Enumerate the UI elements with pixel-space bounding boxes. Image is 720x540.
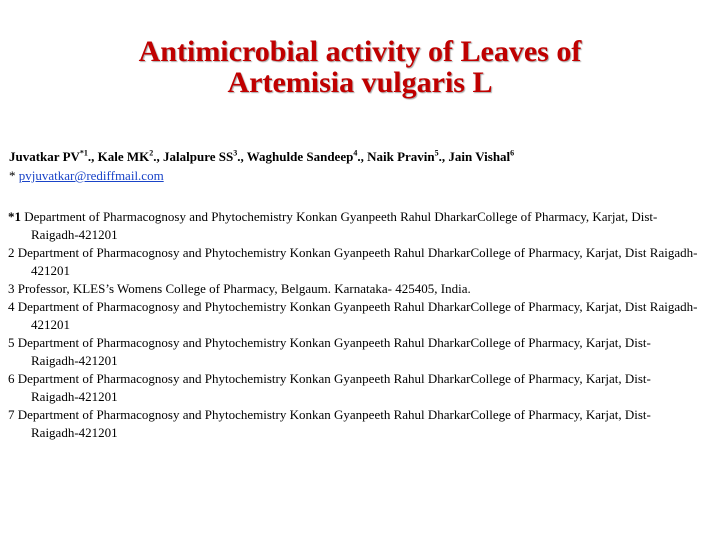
author-name: Jalalpure SS xyxy=(163,149,234,164)
affiliation-item xyxy=(8,298,698,334)
title-line-2: Artemisia vulgaris L xyxy=(227,66,493,99)
author-affiliation-mark: 6 xyxy=(510,148,515,158)
author-name: Naik Pravin xyxy=(367,149,435,164)
author-separator: ., xyxy=(153,149,164,164)
affiliation-text: Department of Pharmacognosy and Phytochemistry Konkan Gyanpeeth Rahul DharkarCollege of Pharmacy, Karjat, Dist Raigadh-421201 xyxy=(14,299,698,332)
affiliation-list xyxy=(8,208,698,442)
author-affiliation-mark: *1 xyxy=(79,148,88,158)
affiliation-item xyxy=(8,208,698,244)
corresponding-email xyxy=(9,168,164,184)
affiliation-item xyxy=(8,406,698,442)
affiliation-text: Department of Pharmacognosy and Phytochemistry Konkan Gyanpeeth Rahul DharkarCollege of Pharmacy, Karjat, Dist-Raigadh-421201 xyxy=(14,335,651,368)
author-separator: ., xyxy=(87,149,98,164)
affiliation-text: Department of Pharmacognosy and Phytochemistry Konkan Gyanpeeth Rahul DharkarCollege of Pharmacy, Karjat, Dist-Raigadh-421201 xyxy=(21,209,658,242)
author-list xyxy=(9,149,709,165)
affiliation-number: *1 xyxy=(8,209,21,224)
author-affiliation-mark: 3 xyxy=(233,148,238,158)
author-separator: ., xyxy=(237,149,247,164)
author xyxy=(448,149,514,164)
affiliation-text: Professor, KLES’s Womens College of Pharmacy, Belgaum. Karnataka- 425405, India. xyxy=(14,281,471,296)
slide-title xyxy=(0,36,720,98)
author-name: Waghulde Sandeep xyxy=(246,149,354,164)
affiliation-number: 6 xyxy=(8,371,15,386)
author-name: Jain Vishal xyxy=(448,149,511,164)
author xyxy=(98,149,163,164)
author-affiliation-mark: 2 xyxy=(149,148,154,158)
affiliation-number: 3 xyxy=(8,281,15,296)
affiliation-item xyxy=(8,280,698,298)
affiliation-number: 5 xyxy=(8,335,15,350)
affiliation-item xyxy=(8,370,698,406)
author xyxy=(163,149,247,164)
author xyxy=(247,149,367,164)
affiliation-text: Department of Pharmacognosy and Phytochemistry Konkan Gyanpeeth Rahul DharkarCollege of Pharmacy, Karjat, Dist-Raigadh-421201 xyxy=(14,407,651,440)
author-name: Juvatkar PV xyxy=(9,149,80,164)
affiliation-text: Department of Pharmacognosy and Phytochemistry Konkan Gyanpeeth Rahul DharkarCollege of Pharmacy, Karjat, Dist-Raigadh-421201 xyxy=(14,371,651,404)
affiliation-number: 7 xyxy=(8,407,15,422)
author-affiliation-mark: 4 xyxy=(353,148,358,158)
author xyxy=(9,149,98,164)
author-name: Kale MK xyxy=(97,149,150,164)
author-affiliation-mark: 5 xyxy=(434,148,439,158)
author-separator: ., xyxy=(438,149,449,164)
affiliation-number: 2 xyxy=(8,245,15,260)
affiliation-text: Department of Pharmacognosy and Phytochemistry Konkan Gyanpeeth Rahul DharkarCollege of Pharmacy, Karjat, Dist Raigadh-421201 xyxy=(14,245,698,278)
author xyxy=(367,149,448,164)
author-separator: ., xyxy=(357,149,368,164)
email-prefix: * xyxy=(9,168,19,183)
affiliation-item xyxy=(8,244,698,280)
title-line-1: Antimicrobial activity of Leaves of xyxy=(138,35,582,68)
affiliation-item xyxy=(8,334,698,370)
affiliation-number: 4 xyxy=(8,299,15,314)
email-link[interactable]: pvjuvatkar@rediffmail.com xyxy=(18,168,164,183)
